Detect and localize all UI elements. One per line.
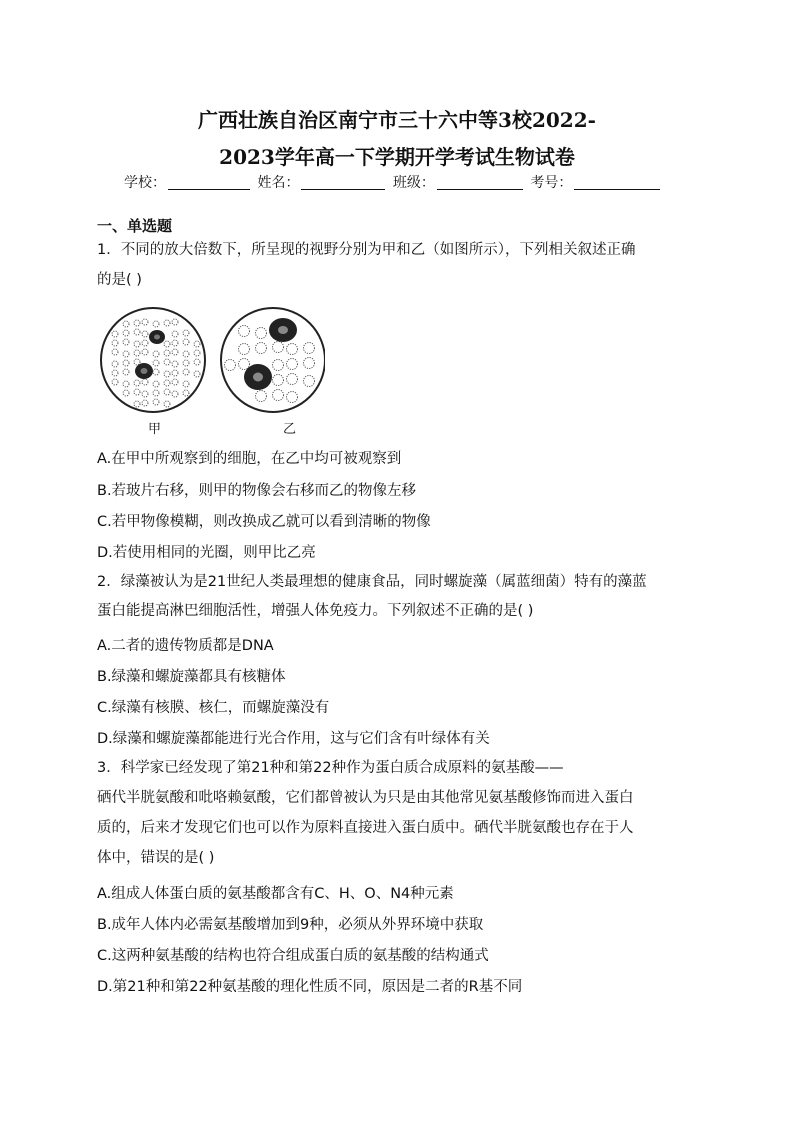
question-2-option-a[interactable]: A.二者的遗传物质都是DNA xyxy=(97,638,274,654)
question-3-option-d[interactable]: D.第21种和第22种氨基酸的理化性质不同，原因是二者的R基不同 xyxy=(97,979,523,995)
class-label: 班级： xyxy=(392,175,435,191)
school-blank[interactable] xyxy=(168,175,250,190)
question-3-option-c[interactable]: C.这两种氨基酸的结构也符合组成蛋白质的氨基酸的结构通式 xyxy=(97,948,489,964)
caption-yi: 乙 xyxy=(283,422,297,437)
section-heading: 一、单选题 xyxy=(97,217,173,235)
name-blank[interactable] xyxy=(301,175,385,190)
school-label: 学校： xyxy=(124,175,166,191)
question-2-stem-line-2: 蛋白能提高淋巴细胞活性，增强人体免疫力。下列叙述不正确的是( ) xyxy=(97,603,534,619)
question-3-stem-line-1: 3．科学家已经发现了第21种和第22种作为蛋白质合成原料的氨基酸—— xyxy=(97,760,564,776)
question-3-stem-line-4: 体中，错误的是( ) xyxy=(97,850,215,866)
question-1-option-a[interactable]: A.在甲中所观察到的细胞，在乙中均可被观察到 xyxy=(97,451,402,467)
field-jia-circle xyxy=(101,308,205,412)
question-1-stem-line-1: 1．不同的放大倍数下，所呈现的视野分别为甲和乙（如图所示），下列相关叙述正确 xyxy=(97,242,636,258)
question-3-stem-line-2: 硒代半胱氨酸和吡咯赖氨酸，它们都曾被认为只是由其他常见氨基酸修饰而进入蛋白 xyxy=(97,790,634,806)
question-1-stem-line-2: 的是( ) xyxy=(97,272,142,288)
question-1-option-c[interactable]: C.若甲物像模糊，则改换成乙就可以看到清晰的物像 xyxy=(97,514,431,530)
microscope-fields-figure xyxy=(95,305,325,435)
question-3-stem-line-3: 质的，后来才发现它们也可以作为原料直接进入蛋白质中。硒代半胱氨酸也存在于人 xyxy=(97,820,634,836)
caption-jia: 甲 xyxy=(148,422,162,437)
field-yi-circle xyxy=(221,308,325,412)
question-1-option-d[interactable]: D.若使用相同的光圈，则甲比乙亮 xyxy=(97,545,316,561)
question-3-option-a[interactable]: A.组成人体蛋白质的氨基酸都含有C、H、O、N4种元素 xyxy=(97,886,454,902)
question-2-option-d[interactable]: D.绿藻和螺旋藻都能进行光合作用，这与它们含有叶绿体有关 xyxy=(97,731,490,747)
question-3-option-b[interactable]: B.成年人体内必需氨基酸增加到9种，必须从外界环境中获取 xyxy=(97,917,484,933)
question-2-option-b[interactable]: B.绿藻和螺旋藻都具有核糖体 xyxy=(97,669,286,685)
exam-number-label: 考号： xyxy=(530,175,573,191)
question-1-option-b[interactable]: B.若玻片右移，则甲的物像会右移而乙的物像左移 xyxy=(97,483,417,499)
name-label: 姓名： xyxy=(257,175,300,191)
student-info-row xyxy=(124,172,663,192)
class-blank[interactable] xyxy=(437,175,523,190)
microscope-views-drawing xyxy=(95,305,325,435)
exam-number-blank[interactable] xyxy=(574,175,660,190)
exam-title-line2: 2023学年高一下学期开学考试生物试卷 xyxy=(219,145,575,169)
question-2-stem-line-1: 2．绿藻被认为是21世纪人类最理想的健康食品，同时螺旋藻（属蓝细菌）特有的藻蓝 xyxy=(97,574,647,590)
exam-title-line1: 广西壮族自治区南宁市三十六中等3校2022- xyxy=(198,108,596,132)
question-2-option-c[interactable]: C.绿藻有核膜、核仁，而螺旋藻没有 xyxy=(97,700,330,716)
